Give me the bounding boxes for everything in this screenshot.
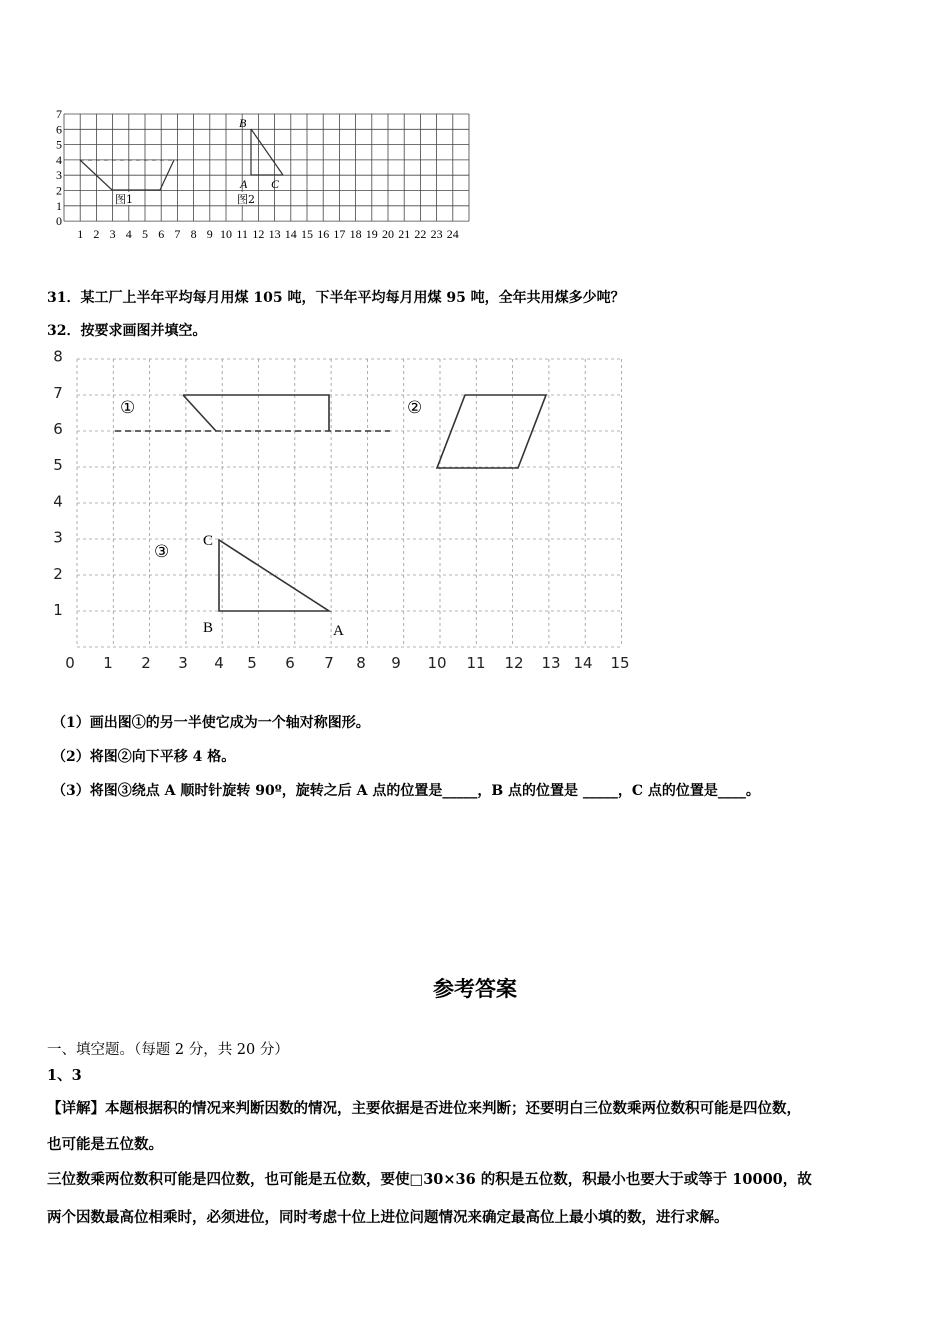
q32-y-tick: 3 [53, 528, 63, 547]
q32-y-tick: 5 [53, 456, 63, 475]
shape-1-outline [183, 395, 329, 431]
fig1-x-tick: 21 [398, 227, 411, 242]
fig1-x-tick: 2 [93, 227, 100, 242]
point-b-label: B [239, 116, 247, 130]
q32-x-tick: 6 [285, 654, 295, 672]
fig1-x-tick: 20 [382, 227, 394, 242]
figure-1-grid-chart [40, 100, 470, 250]
detail-tag: 【详解】 [47, 1100, 105, 1117]
fig1-y-tick: 2 [56, 183, 62, 198]
question-32-grid-chart [40, 345, 640, 680]
q32-x-tick: 12 [504, 654, 524, 672]
question-32-part-3: （3）将图③绕点 A 顺时针旋转 90º，旋转之后 A 点的位置是_____，B 点的位置是 _____，C 点的位置是____。 [52, 783, 760, 799]
fig1-y-tick: 4 [56, 152, 62, 167]
shape-2-label: ② [407, 398, 423, 418]
answers-section-heading: 一、填空题。（每题 2 分，共 20 分） [47, 1042, 289, 1058]
fig1-x-tick: 12 [252, 227, 265, 242]
q32-x-tick: 1 [103, 654, 113, 672]
fig1-x-tick: 13 [268, 227, 281, 242]
shape-3-label: ③ [154, 542, 170, 562]
fig1-y-tick: 0 [56, 214, 62, 229]
answer-1-explanation-line-2: 两个因数最高位相乘时，必须进位，同时考虑十位上进位问题情况来确定最高位上最小填的数，进行求解。 [47, 1209, 729, 1226]
fig1-x-tick: 7 [174, 227, 181, 242]
q32-x-tick: 11 [466, 654, 486, 672]
q32-x-tick: 5 [247, 654, 257, 672]
vertex-a-label: A [333, 623, 344, 639]
fig1-x-tick: 23 [430, 227, 443, 242]
q32-y-tick: 7 [53, 383, 63, 402]
vertex-b-label: B [203, 620, 214, 636]
fig1-x-tick: 3 [109, 227, 116, 242]
question-32: 32．按要求画图并填空。 [47, 323, 207, 339]
fig1-x-tick: 17 [333, 227, 346, 242]
fig1-x-tick: 15 [301, 227, 313, 242]
answer-1-detail-line-2: 也可能是五位数。 [47, 1136, 163, 1153]
vertex-c-label: C [203, 533, 214, 549]
fig1-x-tick: 18 [349, 227, 362, 242]
fig1-x-tick: 8 [190, 227, 197, 242]
fig1-y-tick: 5 [56, 137, 62, 152]
fig1-x-tick: 14 [284, 227, 297, 242]
q32-x-tick: 8 [356, 654, 366, 672]
shape-1-slant [183, 395, 216, 431]
figure-1-label: 图1 [115, 193, 133, 206]
fig1-x-tick: 1 [77, 227, 84, 242]
answers-title: 参考答案 [433, 976, 517, 1001]
shape-3-triangle [219, 540, 329, 611]
q32-x-tick: 10 [427, 654, 447, 672]
fig1-y-tick: 7 [56, 107, 62, 121]
q32-y-tick: 1 [53, 601, 63, 619]
fig1-y-tick: 1 [56, 198, 62, 213]
figure-2-slant [251, 129, 283, 175]
q32-x-tick: 9 [391, 654, 401, 672]
fig1-x-tick: 22 [414, 227, 427, 242]
fig1-x-tick: 11 [236, 227, 248, 242]
fig1-x-tick: 24 [446, 227, 459, 242]
question-31: 31．某工厂上半年平均每月用煤 105 吨，下半年平均每月用煤 95 吨，全年共用煤多少吨？ [47, 290, 625, 306]
fig1-x-tick: 9 [206, 227, 213, 242]
answer-1-explanation-line-1: 三位数乘两位数积可能是四位数，也可能是五位数，要使□30×36 的积是五位数，积最小也要大于或等于 10000，故 [47, 1171, 812, 1188]
question-32-part-2: （2）将图②向下平移 4 格。 [52, 749, 236, 765]
q32-x-tick: 0 [65, 654, 75, 672]
answer-1: 1、3 [47, 1067, 82, 1084]
q32-y-tick: 4 [53, 492, 63, 511]
q32-x-tick: 3 [178, 654, 188, 672]
fig1-x-tick: 10 [220, 227, 232, 242]
fig1-x-tick: 19 [365, 227, 378, 242]
fig1-x-tick: 4 [125, 227, 132, 242]
q32-x-tick: 13 [541, 654, 561, 672]
fig1-x-tick: 5 [142, 227, 148, 242]
q32-y-tick: 2 [53, 564, 63, 583]
q32-x-tick: 7 [324, 654, 334, 672]
shape-1-label: ① [120, 398, 136, 418]
q32-x-tick: 2 [141, 654, 151, 672]
answer-1-detail-line-1: 【详解】本题根据积的情况来判断因数的情况，主要依据是否进位来判断；还要明白三位数乘两位数积可能是四位数， [47, 1100, 801, 1117]
q32-x-tick: 4 [214, 654, 224, 672]
q32-y-tick: 8 [53, 347, 63, 366]
q32-y-tick: 6 [53, 420, 63, 438]
point-c-label: C [271, 177, 280, 191]
fig1-x-tick: 16 [317, 227, 330, 242]
q32-x-tick: 14 [573, 654, 593, 672]
fig1-y-tick: 3 [56, 168, 62, 183]
fig1-x-tick: 6 [158, 227, 165, 242]
shape-2-parallelogram [437, 395, 546, 468]
question-32-part-1: （1）画出图①的另一半使它成为一个轴对称图形。 [52, 715, 370, 731]
point-a-label: A [240, 177, 248, 191]
figure-2-label: 图2 [237, 193, 255, 206]
q32-x-tick: 15 [610, 654, 630, 672]
fig1-y-tick: 6 [56, 122, 62, 137]
